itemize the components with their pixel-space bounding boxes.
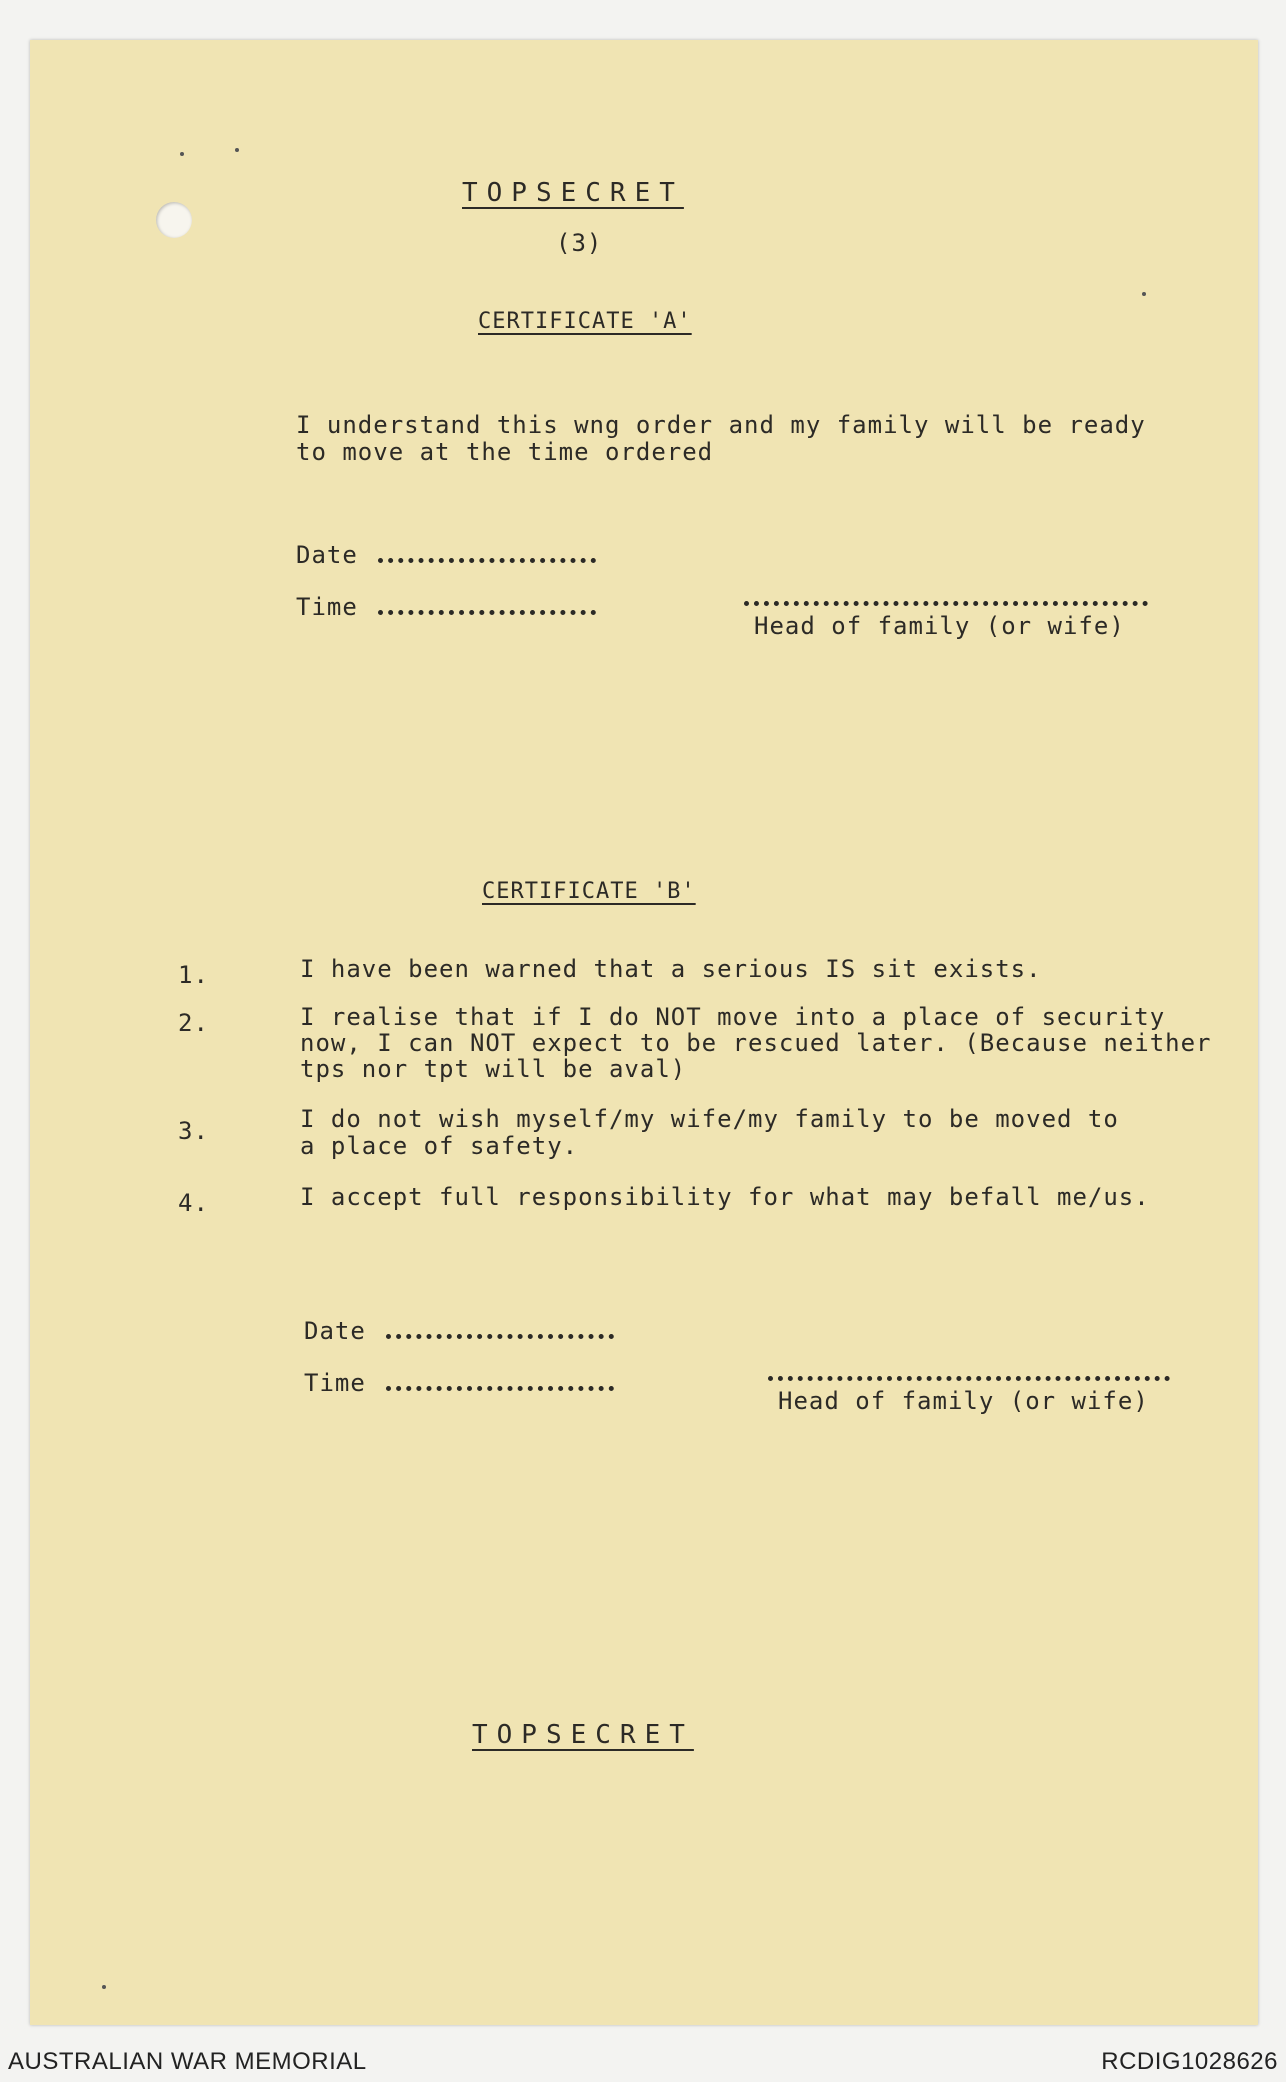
classification-footer: TOPSECRET	[472, 1720, 694, 1750]
item-text: I have been warned that a serious IS sit exists.	[300, 955, 1042, 983]
item-text: I realise that if I do NOT move into a place of security	[300, 1003, 1166, 1031]
paper-speck	[235, 148, 239, 152]
item-text: tps nor tpt will be aval)	[300, 1055, 687, 1083]
document-page	[30, 40, 1258, 2025]
certificate-a-statement-line1: I understand this wng order and my family will be ready	[296, 411, 1146, 439]
image-identifier: RCDIG1028626	[1101, 2048, 1278, 2075]
item-number: 1.	[178, 961, 209, 989]
item-text: I accept full responsibility for what may befall me/us.	[300, 1183, 1150, 1211]
certificate-b-title: CERTIFICATE 'B'	[482, 879, 696, 904]
paper-speck	[1142, 292, 1146, 296]
punch-hole	[156, 202, 192, 238]
certificate-a-date-blank	[378, 558, 596, 563]
certificate-b-time-blank	[386, 1386, 614, 1391]
classification-header: TOPSECRET	[462, 178, 684, 208]
certificate-a-signature-label: Head of family (or wife)	[754, 612, 1125, 640]
certificate-a-time-blank	[378, 610, 596, 615]
certificate-b-time-label: Time	[304, 1369, 366, 1397]
paper-speck	[102, 1985, 106, 1989]
item-number: 2.	[178, 1009, 209, 1037]
item-number: 4.	[178, 1189, 209, 1217]
page-number: (3)	[556, 229, 603, 257]
certificate-a-signature-blank	[744, 601, 1148, 606]
certificate-a-date-label: Date	[296, 541, 358, 569]
item-text: I do not wish myself/my wife/my family to be moved to	[300, 1105, 1119, 1133]
certificate-a-time-label: Time	[296, 593, 358, 621]
item-text: a place of safety.	[300, 1132, 579, 1160]
certificate-b-date-blank	[386, 1334, 614, 1339]
archive-credit: AUSTRALIAN WAR MEMORIAL	[8, 2048, 367, 2075]
item-text: now, I can NOT expect to be rescued later. (Because neither	[300, 1029, 1212, 1057]
item-number: 3.	[178, 1117, 209, 1145]
certificate-b-date-label: Date	[304, 1317, 366, 1345]
certificate-a-statement-line2: to move at the time ordered	[296, 438, 714, 466]
certificate-a-title: CERTIFICATE 'A'	[478, 309, 692, 334]
paper-speck	[180, 152, 184, 156]
certificate-b-signature-blank	[768, 1376, 1170, 1381]
certificate-b-signature-label: Head of family (or wife)	[778, 1387, 1149, 1415]
